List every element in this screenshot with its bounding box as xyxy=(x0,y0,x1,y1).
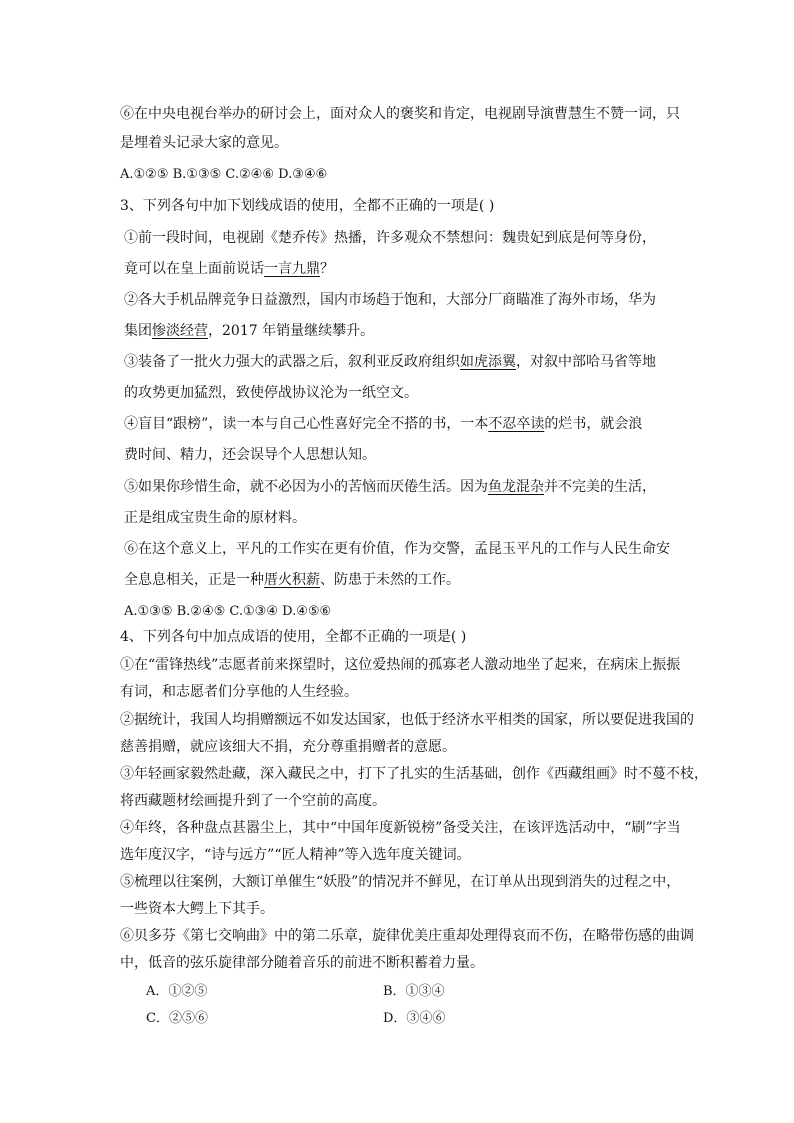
q4-sentence-1-line-1: ①在“雷锋热线”志愿者前来探望时，这位爱热闹的孤寡老人激动地坐了起来，在病床上振振 xyxy=(120,657,681,673)
q2-options: A.①②⑤ B.①③⑤ C.②④⑥ D.③④⑥ xyxy=(120,167,328,182)
q3-sentence-1-line-2 xyxy=(124,260,334,278)
q4-option-b: B．①③④ xyxy=(383,984,445,999)
q3-s6-post: 、防患于未然的工作。 xyxy=(320,572,460,588)
q3-sentence-6-line-2 xyxy=(124,571,460,589)
q3-s2-pre: 集团 xyxy=(124,323,152,339)
q3-s1-idiom: 一言九鼎 xyxy=(264,261,320,277)
q4-sentence-6-line-1: ⑥贝多芬《第七交响曲》中的第二乐章，旋律优美庄重却处理得哀而不伤，在略带伤感的曲调 xyxy=(120,928,694,944)
q3-stem: 3、下列各句中加下划线成语的使用，全都不正确的一项是( ) xyxy=(120,198,495,214)
q4-sentence-6-line-2: 中，低音的弦乐旋律部分随着音乐的前进不断积蓄着力量。 xyxy=(120,955,484,971)
q4-sentence-5-line-2: 一些资本大鳄上下其手。 xyxy=(120,901,274,917)
q4-sentence-2-line-1: ②据统计，我国人均捐赠额远不如发达国家，也低于经济水平相类的国家，所以要促进我国的 xyxy=(120,712,694,728)
q3-s5-idiom: 鱼龙混杂 xyxy=(488,479,544,495)
q3-sentence-3-line-2: 的攻势更加猛烈，致使停战协议沦为一纸空文。 xyxy=(124,385,418,401)
q4-option-d: D．③④⑥ xyxy=(383,1011,446,1026)
q3-s2-idiom: 惨淡经营 xyxy=(152,323,208,339)
q3-s6-pre: 全息息相关，正是一种 xyxy=(124,572,264,588)
q4-sentence-3-line-2: 将西藏题材绘画提升到了一个空前的高度。 xyxy=(120,793,386,809)
q3-sentence-2-line-1: ②各大手机品牌竞争日益激烈，国内市场趋于饱和，大部分厂商瞄准了海外市场，华为 xyxy=(124,292,656,308)
q4-sentence-2-line-2: 慈善捐赠，就应该细大不捐，充分尊重捐赠者的意愿。 xyxy=(120,739,456,755)
q3-s2-post: ，2017 年销量继续攀升。 xyxy=(208,323,375,339)
q3-s6-idiom: 厝火积薪 xyxy=(264,572,320,588)
q3-s5-pre: ⑤如果你珍惜生命，就不必因为小的苦恼而厌倦生活。因为 xyxy=(124,479,488,495)
q3-s4-pre: ④盲目“跟榜”，读一本与自己心性喜好完全不搭的书，一本 xyxy=(124,416,489,432)
q3-s5-post: 并不完美的生活， xyxy=(544,479,656,495)
q3-s3-post: ，对叙中部哈马省等地 xyxy=(516,354,656,370)
q4-sentence-4-line-1: ④年终，各种盘点甚嚣尘上，其中“中国年度新锐榜”备受关注，在该评选活动中，“刷”字当 xyxy=(120,820,681,836)
q3-s3-pre: ③装备了一批火力强大的武器之后，叙利亚反政府组织 xyxy=(124,354,460,370)
q3-sentence-3-line-1 xyxy=(124,353,656,371)
q4-option-c: C．②⑤⑥ xyxy=(146,1011,208,1026)
q3-s1-pre: 竟可以在皇上面前说话 xyxy=(124,261,264,277)
q3-s4-idiom: 不忍卒读 xyxy=(488,416,545,432)
q3-s1-post: ？ xyxy=(320,261,334,277)
q4-sentence-1-line-2: 有词，和志愿者们分享他的人生经验。 xyxy=(120,684,358,700)
q3-sentence-5-line-2: 正是组成宝贵生命的原材料。 xyxy=(124,510,306,526)
q2-sentence-6-line-1: ⑥在中央电视台举办的研讨会上，面对众人的褒奖和肯定，电视剧导演曹慧生不赞一词，只 xyxy=(120,106,680,122)
q4-sentence-4-line-2: 选年度汉字，“诗与远方”“匠人精神”等入选年度关键词。 xyxy=(120,847,471,863)
q3-s4-post: 的烂书，就会浪 xyxy=(544,416,643,432)
q3-s3-idiom: 如虎添翼 xyxy=(460,354,516,370)
q4-sentence-5-line-1: ⑤梳理以往案例，大额订单催生“妖股”的情况并不鲜见，在订单从出现到消失的过程之中， xyxy=(120,874,681,890)
q3-sentence-2-line-2 xyxy=(124,322,374,340)
q2-sentence-6-line-2: 是埋着头记录大家的意见。 xyxy=(120,135,288,151)
q3-sentence-1-line-1: ①前一段时间，电视剧《楚乔传》热播，许多观众不禁想问：魏贵妃到底是何等身份， xyxy=(124,230,656,246)
q4-stem: 4、下列各句中加点成语的使用，全都不正确的一项是( ) xyxy=(120,629,467,645)
q3-sentence-6-line-1: ⑥在这个意义上，平凡的工作实在更有价值，作为交警，孟昆玉平凡的工作与人民生命安 xyxy=(124,541,670,557)
q3-sentence-5-line-1 xyxy=(124,478,656,496)
q3-sentence-4-line-1 xyxy=(124,415,642,433)
q3-options: A.①③⑤ B.②④⑤ C.①③④ D.④⑤⑥ xyxy=(124,604,332,619)
q3-sentence-4-line-2: 费时间、精力，还会误导个人思想认知。 xyxy=(124,447,376,463)
q4-option-a: A．①②⑤ xyxy=(146,984,208,999)
q4-sentence-3-line-1: ③年轻画家毅然赴藏，深入藏民之中，打下了扎实的生活基础，创作《西藏组画》时不蔓不枝， xyxy=(120,766,708,782)
